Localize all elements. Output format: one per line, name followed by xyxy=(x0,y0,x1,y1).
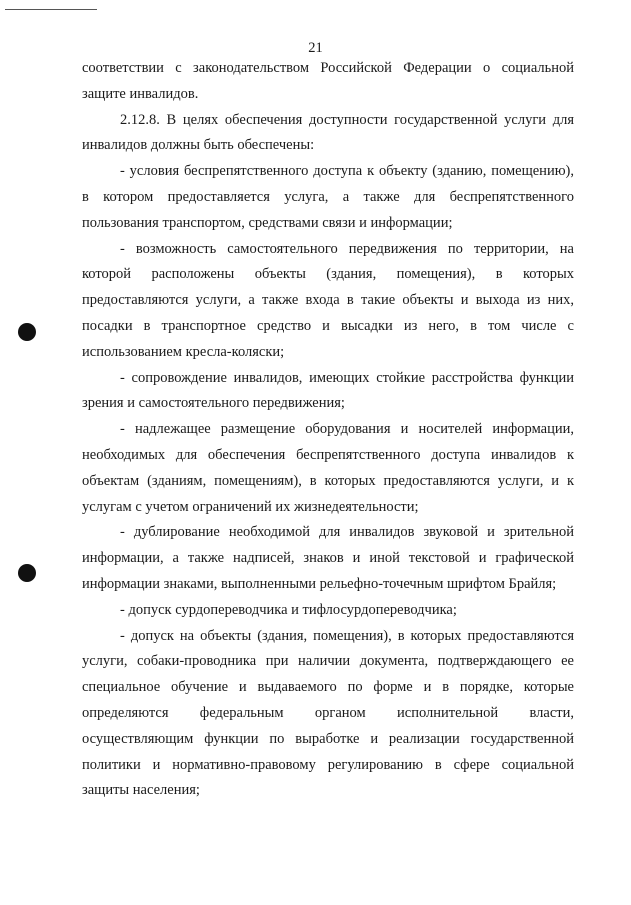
punch-hole-top xyxy=(18,323,36,341)
paragraph-continuation: соответствии с законодательством Российской Федерации о социальной защите инвалидов. xyxy=(82,60,574,102)
punch-hole-bottom xyxy=(18,564,36,582)
list-item-access-conditions: - условия беспрепятственного доступа к объекту (зданию, помещению), в котором предоставляется услуга, а также для беспрепятственного пользования транспортом, средствами связи и информации; xyxy=(82,163,574,231)
paragraph-section-2-12-8: 2.12.8. В целях обеспечения доступности государственной услуги для инвалидов должны быть обеспечены: xyxy=(82,111,574,154)
list-item-braille-duplication: - дублирование необходимой для инвалидов звуковой и зрительной информации, а также надписей, знаков и иной текстовой и графической информации знаками, выполненными рельефно-точечным шрифтом Брайля; xyxy=(82,524,574,592)
list-item-sign-interpreter: - допуск сурдопереводчика и тифлосурдопереводчика; xyxy=(120,601,457,618)
list-item-guide-dog: - допуск на объекты (здания, помещения), в которых предоставляются услуги, собаки-проводника при наличии документа, подтверждающего ее специальное обучение и выдаваемого по форме и в порядке, которые определяются федеральным органом исполнительной власти, осуществляющим функции по выработке и реализации государственной политики и нормативно-правовому регулированию в сфере социальной защиты населения; xyxy=(82,627,574,799)
document-body xyxy=(82,56,574,804)
page-number: 21 xyxy=(308,40,323,56)
list-item-escort: - сопровождение инвалидов, имеющих стойкие расстройства функции зрения и самостоятельного передвижения; xyxy=(82,369,574,412)
scan-border-line xyxy=(5,9,97,10)
list-item-equipment-placement: - надлежащее размещение оборудования и носителей информации, необходимых для обеспечения беспрепятственного доступа инвалидов к объектам (зданиям, помещениям), в которых предоставляются услуги, и к услугам с учетом ограничений их жизнедеятельности; xyxy=(82,421,574,515)
list-item-independent-movement: - возможность самостоятельного передвижения по территории, на которой расположены объекты (здания, помещения), в которых предоставляются услуги, а также входа в такие объекты и выхода из них, посадки в транспортное средство и высадки из него, в том числе с использованием кресла-коляски; xyxy=(82,240,574,360)
